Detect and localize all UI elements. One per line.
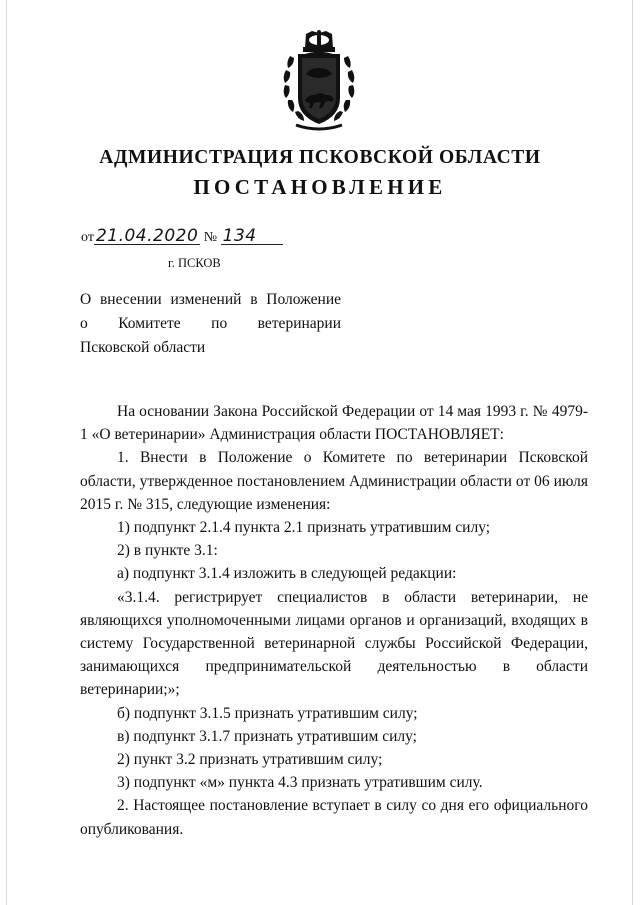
body-paragraph: «3.1.4. регистрирует специалистов в области ветеринарии, не являющихся уполномоченными лицами органов и организаций, входящих в систему Государственной ветеринарной службы Российской Федерации, занимающихся предпринимательской деятельностью в области ветеринарии;»;: [80, 588, 588, 699]
city-label: г. ПСКОВ: [168, 256, 221, 270]
body-paragraph: в) подпункт 3.1.7 признать утратившим силу;: [117, 727, 417, 745]
body-paragraph: б) подпункт 3.1.5 признать утратившим силу;: [117, 704, 418, 722]
body-paragraph: 2) пункт 3.2 признать утратившим силу;: [117, 751, 383, 769]
scan-edge-left: [6, 0, 7, 905]
title-line: О внесении изменений в Положение: [80, 291, 341, 308]
agency-name: АДМИНИСТРАЦИЯ ПСКОВСКОЙ ОБЛАСТИ: [99, 147, 541, 168]
body-paragraph: 2) в пункте 3.1:: [117, 542, 218, 560]
body-paragraph: 1) подпункт 2.1.4 пункта 2.1 признать утратившим силу;: [117, 519, 491, 537]
body-paragraph: 2. Настоящее постановление вступает в силу со дня его официального опубликования.: [80, 797, 588, 838]
body-paragraph: На основании Закона Российской Федерации от 14 мая 1993 г. № 4979-1 «О ветеринарии» Администрация области ПОСТАНОВЛЯЕТ:: [80, 403, 588, 444]
title-line: о Комитете по ветеринарии: [80, 315, 341, 332]
pskov-coat-of-arms-icon: [274, 30, 364, 132]
document-type: ПОСТАНОВЛЕНИЕ: [193, 175, 447, 199]
body-paragraph: 1. Внести в Положение о Комитете по ветеринарии Псковской области, утвержденное постановлением Администрации области от 06 июля 2015 г. № 315, следующие изменения:: [80, 449, 588, 513]
date-prefix: от: [81, 230, 94, 245]
date-number-line: [81, 228, 283, 246]
body-paragraph: а) подпункт 3.1.4 изложить в следующей редакции:: [117, 565, 457, 583]
document-body: [80, 400, 588, 841]
document-title: [80, 288, 341, 360]
number-prefix: №: [203, 230, 218, 245]
body-paragraph: 3) подпункт «м» пункта 4.3 признать утратившим силу.: [117, 774, 483, 792]
handwritten-date: 21.04.2020: [95, 226, 199, 246]
title-line: Псковской области: [80, 339, 206, 356]
scan-edge-right: [632, 0, 633, 905]
handwritten-number: 134: [221, 228, 283, 245]
